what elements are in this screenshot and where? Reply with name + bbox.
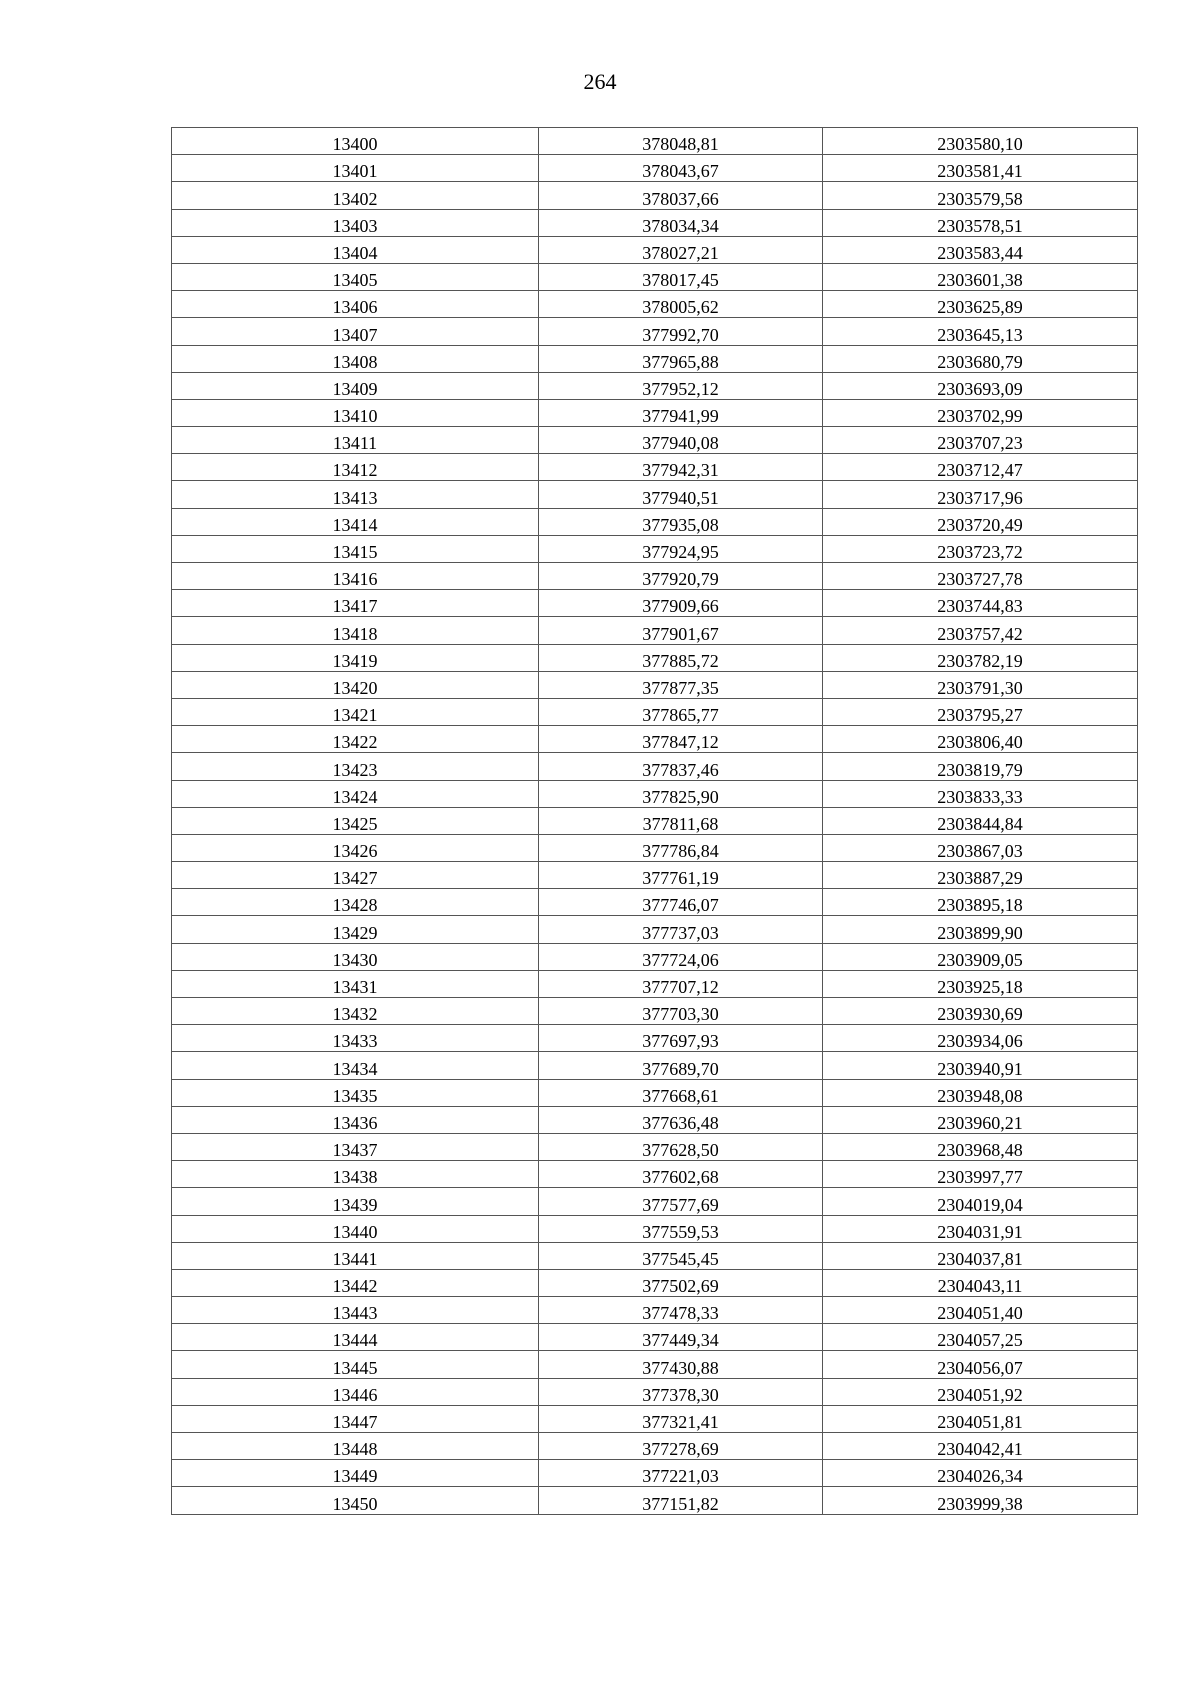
y-coordinate-cell: 2303578,51	[823, 209, 1138, 236]
x-coordinate-cell: 377865,77	[539, 698, 823, 725]
point-number-cell: 13405	[172, 263, 539, 290]
x-coordinate-cell: 377697,93	[539, 1025, 823, 1052]
x-coordinate-cell: 377689,70	[539, 1052, 823, 1079]
table-row	[172, 1405, 1138, 1432]
y-coordinate-cell: 2303819,79	[823, 753, 1138, 780]
x-coordinate-cell: 377965,88	[539, 345, 823, 372]
y-coordinate-cell: 2303940,91	[823, 1052, 1138, 1079]
x-coordinate-cell: 377909,66	[539, 590, 823, 617]
point-number-cell: 13432	[172, 998, 539, 1025]
point-number-cell: 13426	[172, 834, 539, 861]
x-coordinate-cell: 377952,12	[539, 372, 823, 399]
x-coordinate-cell: 378034,34	[539, 209, 823, 236]
table-row	[172, 155, 1138, 182]
table-row	[172, 889, 1138, 916]
table-row	[172, 970, 1138, 997]
y-coordinate-cell: 2304051,92	[823, 1378, 1138, 1405]
table-row	[172, 209, 1138, 236]
table-row	[172, 590, 1138, 617]
table-row	[172, 753, 1138, 780]
x-coordinate-cell: 378005,62	[539, 291, 823, 318]
x-coordinate-cell: 377811,68	[539, 807, 823, 834]
y-coordinate-cell: 2303960,21	[823, 1106, 1138, 1133]
x-coordinate-cell: 377737,03	[539, 916, 823, 943]
x-coordinate-cell: 377940,08	[539, 427, 823, 454]
x-coordinate-cell: 377636,48	[539, 1106, 823, 1133]
x-coordinate-cell: 377924,95	[539, 535, 823, 562]
table-row	[172, 834, 1138, 861]
point-number-cell: 13419	[172, 644, 539, 671]
point-number-cell: 13446	[172, 1378, 539, 1405]
y-coordinate-cell: 2303723,72	[823, 535, 1138, 562]
table-row	[172, 399, 1138, 426]
table-row	[172, 128, 1138, 155]
point-number-cell: 13445	[172, 1351, 539, 1378]
table-row	[172, 454, 1138, 481]
y-coordinate-cell: 2303579,58	[823, 182, 1138, 209]
x-coordinate-cell: 378027,21	[539, 236, 823, 263]
point-number-cell: 13434	[172, 1052, 539, 1079]
x-coordinate-cell: 377724,06	[539, 943, 823, 970]
x-coordinate-cell: 377746,07	[539, 889, 823, 916]
point-number-cell: 13438	[172, 1161, 539, 1188]
y-coordinate-cell: 2304051,81	[823, 1405, 1138, 1432]
x-coordinate-cell: 377151,82	[539, 1487, 823, 1514]
y-coordinate-cell: 2303717,96	[823, 481, 1138, 508]
y-coordinate-cell: 2303702,99	[823, 399, 1138, 426]
table-row	[172, 1025, 1138, 1052]
table-row	[172, 862, 1138, 889]
point-number-cell: 13402	[172, 182, 539, 209]
x-coordinate-cell: 377942,31	[539, 454, 823, 481]
x-coordinate-cell: 377502,69	[539, 1269, 823, 1296]
point-number-cell: 13437	[172, 1133, 539, 1160]
point-number-cell: 13415	[172, 535, 539, 562]
x-coordinate-cell: 377559,53	[539, 1215, 823, 1242]
table-row	[172, 345, 1138, 372]
point-number-cell: 13413	[172, 481, 539, 508]
y-coordinate-cell: 2303934,06	[823, 1025, 1138, 1052]
x-coordinate-cell: 377221,03	[539, 1460, 823, 1487]
y-coordinate-cell: 2303899,90	[823, 916, 1138, 943]
y-coordinate-cell: 2304042,41	[823, 1433, 1138, 1460]
point-number-cell: 13429	[172, 916, 539, 943]
coordinates-table-body	[172, 128, 1138, 1515]
x-coordinate-cell: 377545,45	[539, 1242, 823, 1269]
point-number-cell: 13444	[172, 1324, 539, 1351]
point-number-cell: 13400	[172, 128, 539, 155]
y-coordinate-cell: 2303712,47	[823, 454, 1138, 481]
table-row	[172, 535, 1138, 562]
point-number-cell: 13449	[172, 1460, 539, 1487]
table-row	[172, 1079, 1138, 1106]
point-number-cell: 13431	[172, 970, 539, 997]
point-number-cell: 13412	[172, 454, 539, 481]
point-number-cell: 13435	[172, 1079, 539, 1106]
table-row	[172, 508, 1138, 535]
y-coordinate-cell: 2303757,42	[823, 617, 1138, 644]
x-coordinate-cell: 377935,08	[539, 508, 823, 535]
table-row	[172, 1215, 1138, 1242]
y-coordinate-cell: 2303693,09	[823, 372, 1138, 399]
point-number-cell: 13442	[172, 1269, 539, 1296]
table-row	[172, 943, 1138, 970]
x-coordinate-cell: 377430,88	[539, 1351, 823, 1378]
y-coordinate-cell: 2303744,83	[823, 590, 1138, 617]
point-number-cell: 13410	[172, 399, 539, 426]
x-coordinate-cell: 377278,69	[539, 1433, 823, 1460]
point-number-cell: 13427	[172, 862, 539, 889]
y-coordinate-cell: 2303833,33	[823, 780, 1138, 807]
x-coordinate-cell: 377825,90	[539, 780, 823, 807]
y-coordinate-cell: 2303583,44	[823, 236, 1138, 263]
point-number-cell: 13409	[172, 372, 539, 399]
point-number-cell: 13418	[172, 617, 539, 644]
x-coordinate-cell: 377786,84	[539, 834, 823, 861]
point-number-cell: 13440	[172, 1215, 539, 1242]
y-coordinate-cell: 2304037,81	[823, 1242, 1138, 1269]
x-coordinate-cell: 377668,61	[539, 1079, 823, 1106]
table-row	[172, 617, 1138, 644]
x-coordinate-cell: 377837,46	[539, 753, 823, 780]
y-coordinate-cell: 2303680,79	[823, 345, 1138, 372]
point-number-cell: 13433	[172, 1025, 539, 1052]
table-row	[172, 563, 1138, 590]
y-coordinate-cell: 2304019,04	[823, 1188, 1138, 1215]
point-number-cell: 13428	[172, 889, 539, 916]
table-row	[172, 916, 1138, 943]
x-coordinate-cell: 378043,67	[539, 155, 823, 182]
point-number-cell: 13403	[172, 209, 539, 236]
y-coordinate-cell: 2303720,49	[823, 508, 1138, 535]
y-coordinate-cell: 2303844,84	[823, 807, 1138, 834]
table-row	[172, 998, 1138, 1025]
table-row	[172, 1433, 1138, 1460]
x-coordinate-cell: 378037,66	[539, 182, 823, 209]
point-number-cell: 13421	[172, 698, 539, 725]
point-number-cell: 13422	[172, 726, 539, 753]
x-coordinate-cell: 378048,81	[539, 128, 823, 155]
point-number-cell: 13443	[172, 1297, 539, 1324]
table-row	[172, 671, 1138, 698]
point-number-cell: 13414	[172, 508, 539, 535]
point-number-cell: 13450	[172, 1487, 539, 1514]
y-coordinate-cell: 2303645,13	[823, 318, 1138, 345]
point-number-cell: 13423	[172, 753, 539, 780]
point-number-cell: 13430	[172, 943, 539, 970]
y-coordinate-cell: 2303895,18	[823, 889, 1138, 916]
x-coordinate-cell: 377885,72	[539, 644, 823, 671]
x-coordinate-cell: 377920,79	[539, 563, 823, 590]
point-number-cell: 13408	[172, 345, 539, 372]
table-row	[172, 1269, 1138, 1296]
table-row	[172, 481, 1138, 508]
y-coordinate-cell: 2304043,11	[823, 1269, 1138, 1296]
table-row	[172, 1161, 1138, 1188]
table-row	[172, 318, 1138, 345]
table-row	[172, 1351, 1138, 1378]
x-coordinate-cell: 377378,30	[539, 1378, 823, 1405]
table-row	[172, 780, 1138, 807]
y-coordinate-cell: 2303806,40	[823, 726, 1138, 753]
x-coordinate-cell: 377901,67	[539, 617, 823, 644]
table-row	[172, 698, 1138, 725]
table-row	[172, 1297, 1138, 1324]
y-coordinate-cell: 2303997,77	[823, 1161, 1138, 1188]
y-coordinate-cell: 2303707,23	[823, 427, 1138, 454]
point-number-cell: 13406	[172, 291, 539, 318]
point-number-cell: 13441	[172, 1242, 539, 1269]
table-row	[172, 263, 1138, 290]
point-number-cell: 13424	[172, 780, 539, 807]
y-coordinate-cell: 2303968,48	[823, 1133, 1138, 1160]
y-coordinate-cell: 2303601,38	[823, 263, 1138, 290]
y-coordinate-cell: 2304031,91	[823, 1215, 1138, 1242]
x-coordinate-cell: 377761,19	[539, 862, 823, 889]
y-coordinate-cell: 2303999,38	[823, 1487, 1138, 1514]
point-number-cell: 13416	[172, 563, 539, 590]
coordinates-table	[171, 127, 1138, 1515]
table-row	[172, 1052, 1138, 1079]
table-row	[172, 372, 1138, 399]
table-row	[172, 1324, 1138, 1351]
x-coordinate-cell: 377847,12	[539, 726, 823, 753]
y-coordinate-cell: 2303727,78	[823, 563, 1138, 590]
page-number: 264	[583, 69, 617, 94]
table-row	[172, 1106, 1138, 1133]
y-coordinate-cell: 2303625,89	[823, 291, 1138, 318]
table-row	[172, 1378, 1138, 1405]
y-coordinate-cell: 2303925,18	[823, 970, 1138, 997]
point-number-cell: 13447	[172, 1405, 539, 1432]
point-number-cell: 13411	[172, 427, 539, 454]
x-coordinate-cell: 377577,69	[539, 1188, 823, 1215]
y-coordinate-cell: 2303948,08	[823, 1079, 1138, 1106]
table-row	[172, 1242, 1138, 1269]
table-row	[172, 427, 1138, 454]
point-number-cell: 13425	[172, 807, 539, 834]
table-row	[172, 291, 1138, 318]
x-coordinate-cell: 377941,99	[539, 399, 823, 426]
point-number-cell: 13401	[172, 155, 539, 182]
x-coordinate-cell: 377628,50	[539, 1133, 823, 1160]
table-row	[172, 1460, 1138, 1487]
x-coordinate-cell: 377321,41	[539, 1405, 823, 1432]
x-coordinate-cell: 377449,34	[539, 1324, 823, 1351]
table-row	[172, 236, 1138, 263]
y-coordinate-cell: 2303782,19	[823, 644, 1138, 671]
x-coordinate-cell: 377478,33	[539, 1297, 823, 1324]
y-coordinate-cell: 2304057,25	[823, 1324, 1138, 1351]
x-coordinate-cell: 377940,51	[539, 481, 823, 508]
table-row	[172, 1133, 1138, 1160]
table-row	[172, 644, 1138, 671]
y-coordinate-cell: 2303580,10	[823, 128, 1138, 155]
table-row	[172, 1188, 1138, 1215]
y-coordinate-cell: 2303930,69	[823, 998, 1138, 1025]
table-row	[172, 1487, 1138, 1514]
x-coordinate-cell: 377707,12	[539, 970, 823, 997]
y-coordinate-cell: 2303791,30	[823, 671, 1138, 698]
x-coordinate-cell: 377703,30	[539, 998, 823, 1025]
point-number-cell: 13420	[172, 671, 539, 698]
point-number-cell: 13436	[172, 1106, 539, 1133]
point-number-cell: 13407	[172, 318, 539, 345]
y-coordinate-cell: 2303887,29	[823, 862, 1138, 889]
y-coordinate-cell: 2303581,41	[823, 155, 1138, 182]
table-row	[172, 807, 1138, 834]
x-coordinate-cell: 377992,70	[539, 318, 823, 345]
y-coordinate-cell: 2304056,07	[823, 1351, 1138, 1378]
y-coordinate-cell: 2304026,34	[823, 1460, 1138, 1487]
point-number-cell: 13404	[172, 236, 539, 263]
y-coordinate-cell: 2303909,05	[823, 943, 1138, 970]
point-number-cell: 13417	[172, 590, 539, 617]
y-coordinate-cell: 2304051,40	[823, 1297, 1138, 1324]
x-coordinate-cell: 377602,68	[539, 1161, 823, 1188]
x-coordinate-cell: 378017,45	[539, 263, 823, 290]
x-coordinate-cell: 377877,35	[539, 671, 823, 698]
y-coordinate-cell: 2303867,03	[823, 834, 1138, 861]
table-row	[172, 182, 1138, 209]
point-number-cell: 13439	[172, 1188, 539, 1215]
y-coordinate-cell: 2303795,27	[823, 698, 1138, 725]
point-number-cell: 13448	[172, 1433, 539, 1460]
table-row	[172, 726, 1138, 753]
